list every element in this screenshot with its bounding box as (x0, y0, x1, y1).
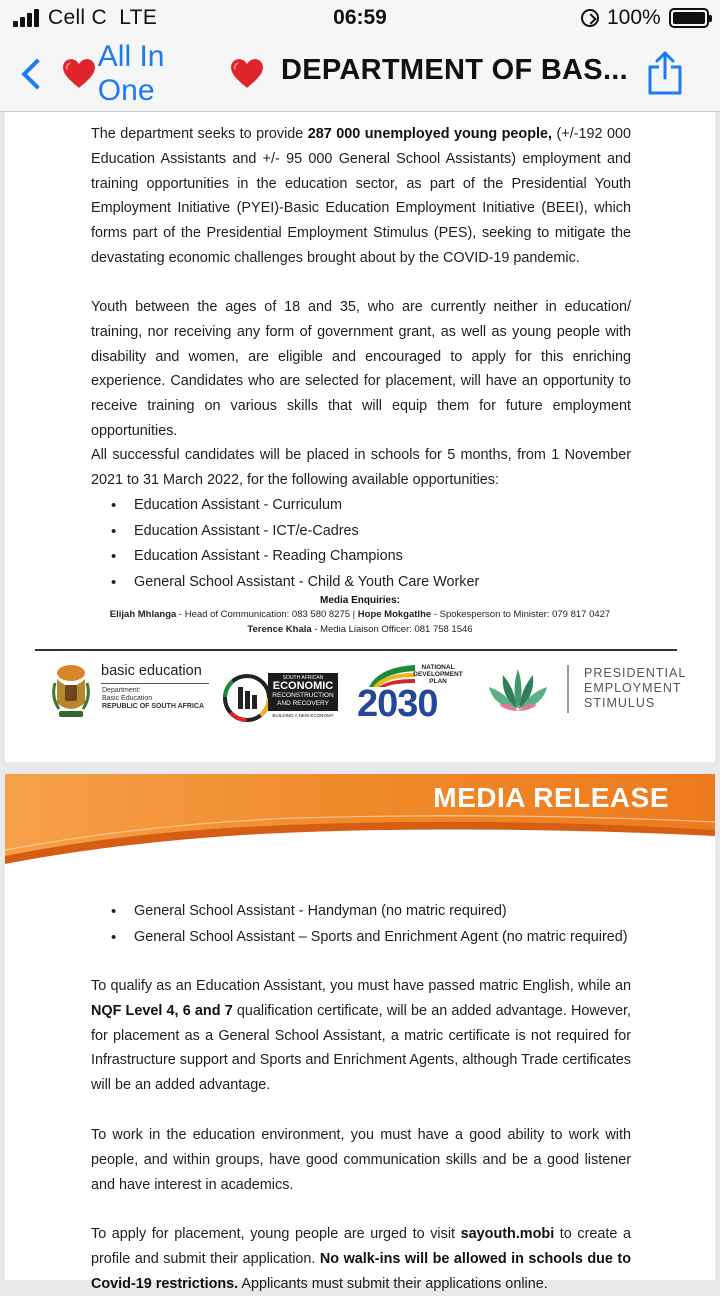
list-item: • General School Assistant - Handyman (no matric required) (105, 899, 628, 925)
divider (35, 649, 677, 651)
ndp-year: 2030 (357, 683, 438, 725)
ndp-label: NATIONAL DEVELOPMENT PLAN (413, 664, 463, 685)
red-heart-icon (62, 57, 96, 91)
media-contacts-line: Elijah Mhlanga - Head of Communication: 083 580 8275 | Hope Mokgatlhe - Spokesperson to Minister: 079 817 0427 (109, 609, 611, 620)
list-item: • General School Assistant - Child & Youth Care Worker (105, 570, 479, 596)
paragraph-how-to-apply: To apply for placement, young people are urged to visit sayouth.mobi to create a profile and submit their application. No walk-ins will be allowed in schools due to Covid-19 restrictions. Applicants must submit their applications online. (91, 1226, 631, 1292)
opportunities-list (105, 493, 479, 595)
list-item: • Education Assistant - ICT/e-Cadres (105, 519, 479, 545)
paragraph-requirements: To work in the education environment, you must have a good ability to work with people, and within groups, have good communication skills and be a good listener and have interest in academics. (91, 1127, 631, 1193)
status-time: 06:59 (333, 6, 387, 29)
paragraph-intro: The department seeks to provide 287 000 unemployed young people, (+/-192 000 Education Assistants and +/- 95 000 General School Assistants) employment and training opportunities in the education sector, as part of the Presidential Youth Employment Initiative (PYEI)-Basic Education Employment Initiative (BEEI), which forms part of the Presidential Employment Stimulus (PES), seeking to mitigate the devastating economic challenges brought about by the COVID-19 pandemic. (91, 126, 631, 266)
paragraph-eligibility: Youth between the ages of 18 and 35, who are currently neither in education/ training, nor receiving any form of government grant, as well as young people with disability and women, are eligible and encouraged to apply for this enriching experience. Candidates who are selected for placement, will have an opportunity to receive training on various skills that will equip them for future employment opportunities. (91, 299, 631, 439)
red-heart-icon (230, 57, 264, 91)
coat-of-arms-icon (49, 663, 93, 721)
carrier-label: Cell C LTE (48, 6, 158, 29)
list-item: • Education Assistant - Curriculum (105, 493, 479, 519)
opportunities-list-continued (105, 899, 628, 950)
err-emblem-icon (222, 673, 272, 723)
document-page-1 (5, 112, 715, 762)
partner-logos (5, 657, 715, 732)
document-page-2 (5, 774, 715, 1292)
navigation-bar (0, 40, 720, 112)
share-icon[interactable] (645, 50, 685, 96)
list-item: • General School Assistant – Sports and Enrichment Agent (no matric required) (105, 925, 628, 951)
media-release-title: MEDIA RELEASE (433, 782, 669, 813)
back-button[interactable] (14, 40, 264, 107)
media-contact-line: Terence Khala - Media Liaison Officer: 081 758 1546 (247, 624, 473, 635)
battery-percentage: 100% (607, 6, 661, 29)
back-button-label: All In One (97, 40, 165, 107)
pes-label: PRESIDENTIAL EMPLOYMENT STIMULUS (584, 666, 687, 710)
page-title: DEPARTMENT OF BAS... (281, 54, 629, 86)
battery-icon (669, 8, 709, 28)
media-enquiries-title: Media Enquiries: (319, 595, 400, 606)
status-bar (0, 0, 720, 40)
rotation-lock-icon (581, 9, 599, 27)
basic-education-title: basic education (101, 663, 202, 679)
err-logo-box: SOUTH AFRICAN ECONOMIC RECONSTRUCTION AND RECOVERY (268, 673, 338, 711)
err-tagline: BUILDING A NEW ECONOMY (272, 713, 334, 718)
paragraph-qualifications: To qualify as an Education Assistant, you must have passed matric English, while an NQF Level 4, 6 and 7 qualification certificate, will be an added advantage. However, for placement as a General School Assistant, a matric certificate is not required for Infrastructure support and Sports and Enrichment Agents, although Trade certificates will be an added advantage. (91, 978, 631, 1094)
sayouth-link: sayouth.mobi (460, 1226, 555, 1242)
protea-flower-icon (487, 665, 549, 715)
list-item: • Education Assistant - Reading Champions (105, 544, 479, 570)
paragraph-placement: All successful candidates will be placed in schools for 5 months, from 1 November 2021 to 31 March 2022, for the following available opportunities: (91, 447, 631, 488)
basic-education-subtitle: Department: Basic Education REPUBLIC OF SOUTH AFRICA (102, 687, 205, 710)
chevron-left-icon (21, 59, 52, 90)
